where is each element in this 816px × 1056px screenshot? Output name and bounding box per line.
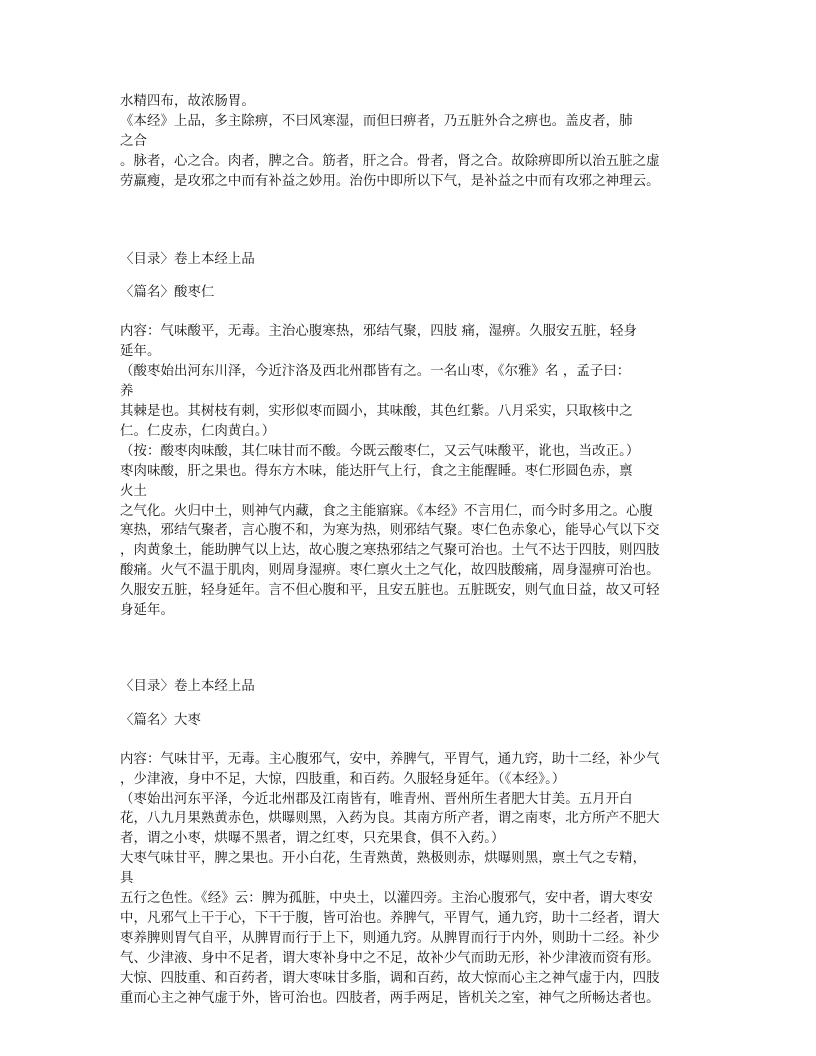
text-line: 酸痛。火气不温于肌肉，则周身湿痹。枣仁禀火土之气化，故四肢酸痛，周身湿痹可治也。 <box>120 563 660 579</box>
text-line: （按：酸枣肉味酸，其仁味甘而不酸。今既云酸枣仁，又云气味酸平，讹也，当改正。） <box>120 443 640 459</box>
text-line: ，少津液，身中不足，大惊，四肢重，和百药。久服轻身延年。（《本经》。） <box>120 771 566 787</box>
intro-paragraph <box>120 92 700 192</box>
text-line: 内容：气味甘平，无毒。主心腹邪气，安中，养脾气，平胃气，通九窍，助十二经，补少气 <box>120 751 660 767</box>
text-line: 之合 <box>120 133 147 149</box>
text-line: 劳羸瘦，是攻邪之中而有补益之妙用。治伤中即所以下气，是补益之中而有攻邪之神理云。 <box>120 173 660 189</box>
text-line: 寒热，邪结气聚者，言心腹不和，为寒为热，则邪结气聚。枣仁色赤象心，能导心气以下交 <box>120 523 660 539</box>
text-line: 气、少津液、身中不足者，谓大枣补身中之不足，故补少气而助无形，补少津液而资有形。 <box>120 950 660 966</box>
text-line: 其棘是也。其树枝有刺，实形似枣而圆小，其味酸，其色红紫。八月采实，只取核中之 <box>120 403 633 419</box>
document-page <box>120 92 700 1009</box>
section-body <box>120 322 700 621</box>
text-line: （酸枣始出河东川泽，今近汴洛及西北州郡皆有之。一名山枣，《尔雅》名 ，孟子曰： <box>120 364 631 380</box>
section-title: 〈篇名〉酸枣仁 <box>120 285 215 301</box>
text-line: 延年。 <box>120 344 161 360</box>
section-dazao <box>120 677 700 1009</box>
text-line: （枣始出河东平泽，今近北州郡及江南皆有，唯青州、晋州所生者肥大甘美。五月开白 <box>120 791 633 807</box>
text-line: 大惊、四肢重、和百药者，谓大枣味甘多脂，调和百药，故大惊而心主之神气虚于内，四肢 <box>120 970 660 986</box>
text-line: 五行之色性。《经》云：脾为孤脏，中央土，以灌四旁。主治心腹邪气，安中者，谓大枣安 <box>120 891 653 907</box>
text-line: 火土 <box>120 483 147 499</box>
text-line: 枣养脾则胃气自平，从脾胃而行于上下，则通九窍。从脾胃而行于内外，则助十二经。补少 <box>120 930 660 946</box>
section-title: 〈篇名〉大枣 <box>120 712 201 728</box>
text-line: 花，八九月果熟黄赤色，烘曝则黑，入药为良。其南方所产者，谓之南枣，北方所产不肥大 <box>120 811 660 827</box>
text-line: 内容：气味酸平，无毒。主治心腹寒热，邪结气聚，四肢 痛，湿痹。久服安五脏，轻身 <box>120 324 637 340</box>
section-body <box>120 750 700 1009</box>
text-line: 养 <box>120 384 134 400</box>
text-line: 《本经》上品，多主除痹，不曰风寒湿，而但曰痹者，乃五脏外合之痹也。盖皮者，肺 <box>120 113 633 129</box>
catalog-heading: 〈目录〉卷上本经上品 <box>120 251 255 267</box>
text-line: 身延年。 <box>120 603 174 619</box>
text-line: 之气化。火归中土，则神气内藏，食之主能寤寐。《本经》不言用仁，而今时多用之。心腹 <box>120 503 653 519</box>
text-line: 枣肉味酸，肝之果也。得东方木味，能达肝气上行，食之主能醒睡。枣仁形圆色赤，禀 <box>120 463 633 479</box>
text-line: ，肉黄象土，能助脾气以上达，故心腹之寒热邪结之气聚可治也。土气不达于四肢，则四肢 <box>120 543 660 559</box>
text-line: 仁。仁皮赤，仁肉黄白。） <box>120 423 276 439</box>
text-line: 重而心主之神气虚于外，皆可治也。四肢者，两手两足，皆机关之室，神气之所畅达者也。 <box>120 990 660 1006</box>
text-line: 水精四布，故浓肠胃。 <box>120 94 255 109</box>
text-line: 具 <box>120 871 134 887</box>
text-line: 大枣气味甘平，脾之果也。开小白花，生青熟黄，熟极则赤，烘曝则黑，禀土气之专精， <box>120 851 647 867</box>
text-line: 者，谓之小枣，烘曝不黑者，谓之红枣，只充果食，俱不入药。） <box>120 831 505 847</box>
section-suanzaoren <box>120 250 700 621</box>
text-line: 久服安五脏，轻身延年。言不但心腹和平，且安五脏也。五脏既安，则气血日益，故又可轻 <box>120 583 660 599</box>
text-line: 。脉者，心之合。肉者，脾之合。筋者，肝之合。骨者，肾之合。故除痹即所以治五脏之虚 <box>120 153 660 169</box>
catalog-heading: 〈目录〉卷上本经上品 <box>120 678 255 694</box>
text-line: 中，凡邪气上干于心，下干于腹，皆可治也。养脾气，平胃气，通九窍，助十二经者，谓大 <box>120 911 660 926</box>
